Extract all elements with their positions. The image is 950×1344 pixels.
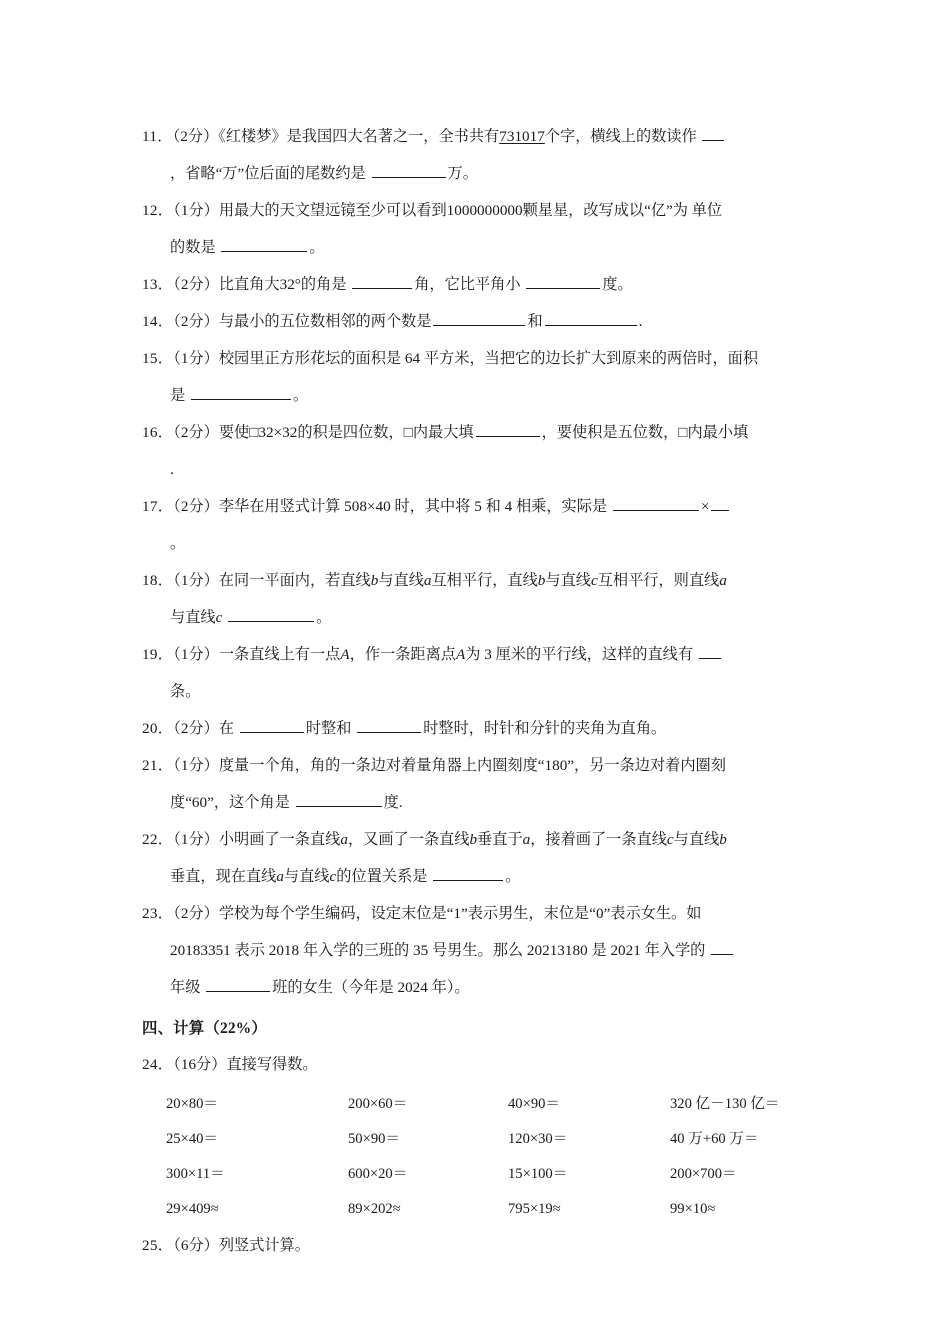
- question-11-line-2: [142, 155, 810, 192]
- question-14: [142, 303, 810, 340]
- question-23-number: 23．: [142, 905, 174, 922]
- question-17-text-b: ×: [700, 498, 710, 515]
- question-15-line-2: [142, 377, 810, 414]
- question-22-var-c1: c: [666, 831, 674, 848]
- table-row: [142, 1157, 810, 1192]
- question-23-score: （2分）: [173, 905, 219, 922]
- question-19-text-b: ，作一条距离点: [349, 646, 456, 663]
- question-22-text-c: 垂直于: [477, 831, 523, 848]
- question-18-number: 18．: [142, 572, 174, 589]
- question-12-line-2: [142, 229, 810, 266]
- question-22-text-i: 。: [505, 868, 521, 885]
- mental-math-grid: [142, 1087, 810, 1227]
- question-17-line-2: [142, 525, 810, 562]
- question-14-text-c: .: [638, 313, 643, 330]
- question-20: [142, 710, 810, 747]
- question-13-answer-blank-1[interactable]: [352, 274, 412, 289]
- question-15-text-a: 校园里正方形花坛的面积是 64 平方米，当把它的边长扩大到原来的两倍时，面积: [218, 350, 758, 367]
- question-25-number: 25．: [142, 1237, 174, 1254]
- question-22-text-f: 垂直，现在直线: [170, 868, 277, 885]
- question-22-answer-blank-1[interactable]: [433, 866, 503, 881]
- calc-cell[interactable]: 300×11＝: [166, 1166, 225, 1182]
- question-14-number: 14．: [142, 313, 174, 330]
- question-18-text-c: 互相平行，直线: [431, 572, 538, 589]
- question-11-text-c: ，省略“万”位后面的尾数约是: [170, 165, 366, 182]
- question-18-answer-blank-1[interactable]: [228, 607, 314, 622]
- calc-cell[interactable]: 25×40＝: [166, 1131, 219, 1147]
- section-heading-calculation: 四、计算（22%）: [142, 1020, 267, 1037]
- question-18-var-b2: b: [537, 572, 546, 589]
- question-22: [142, 821, 810, 895]
- calc-cell[interactable]: 20×80＝: [166, 1096, 219, 1112]
- question-22-var-c2: c: [329, 868, 337, 885]
- question-21-score: （1分）: [173, 757, 219, 774]
- question-20-text-c: 时整时，时针和分针的夹角为直角。: [423, 720, 667, 737]
- question-23-text-b: 20183351 表示 2018 年入学的三班的 35 号男生。那么 20213180 是 2021 年入学的: [170, 942, 706, 959]
- question-18-text-f: 与直线: [170, 609, 216, 626]
- question-19: [142, 636, 810, 710]
- question-19-var-A2: A: [455, 646, 466, 663]
- question-13-score: （2分）: [173, 276, 219, 293]
- question-13-text-a: 比直角大32°的角是: [218, 276, 347, 293]
- question-20-score: （2分）: [173, 720, 219, 737]
- question-23-answer-blank-2[interactable]: [206, 977, 270, 992]
- table-row: [142, 1122, 810, 1157]
- question-18-text-b: 与直线: [378, 572, 424, 589]
- question-21-text-c: 度.: [383, 794, 403, 811]
- question-18-text-a: 在同一平面内，若直线: [218, 572, 371, 589]
- question-16-text-c: .: [170, 461, 174, 478]
- question-22-text-h: 的位置关系是: [336, 868, 428, 885]
- question-22-var-a1: a: [340, 831, 348, 848]
- question-22-score: （1分）: [173, 831, 219, 848]
- question-19-var-A1: A: [340, 646, 350, 663]
- question-25-score: （6分）: [173, 1237, 219, 1254]
- question-12-text-b: 的数是: [170, 239, 216, 256]
- question-19-text-c: 为 3 厘米的平行线，这样的直线有: [465, 646, 694, 663]
- question-25-prompt: 列竖式计算。: [218, 1237, 310, 1254]
- question-16-text-b: ，要使积是五位数，□内最小填: [541, 424, 749, 441]
- question-23-text-c: 年级: [170, 979, 201, 996]
- question-23-line-3: [142, 969, 810, 1006]
- question-15-score: （1分）: [173, 350, 219, 367]
- question-23-text-a: 学校为每个学生编码，设定末位是“1”表示男生，末位是“0”表示女生。如: [218, 905, 702, 922]
- calc-cell[interactable]: 200×60＝: [348, 1096, 408, 1112]
- question-20-number: 20．: [142, 720, 174, 737]
- question-21-text-b: 度“60”，这个角是: [170, 794, 290, 811]
- question-21-answer-blank-1[interactable]: [296, 792, 382, 807]
- question-21-text-a: 度量一个角，角的一条边对着量角器上内圈刻度“180”，另一条边对着内圈刻: [218, 757, 726, 774]
- question-13-text-c: 度。: [602, 276, 633, 293]
- question-23: [142, 895, 810, 1006]
- table-row: [142, 1087, 810, 1122]
- question-17-answer-blank-2[interactable]: [711, 496, 729, 511]
- question-19-answer-blank-1[interactable]: [699, 644, 721, 659]
- question-12-text-c: 。: [309, 239, 325, 256]
- question-18-var-b1: b: [370, 572, 379, 589]
- question-16-line-2: [142, 451, 810, 488]
- question-16-number: 16．: [142, 424, 174, 441]
- question-11-answer-blank-2[interactable]: [372, 163, 446, 178]
- question-18-score: （1分）: [173, 572, 219, 589]
- calc-cell[interactable]: 600×20＝: [348, 1166, 408, 1182]
- question-12: [142, 192, 810, 266]
- question-18-var-a2: a: [719, 572, 727, 589]
- question-20-answer-blank-2[interactable]: [357, 718, 421, 733]
- question-16: [142, 414, 810, 488]
- question-20-text-b: 时整和: [305, 720, 352, 737]
- question-17-score: （2分）: [173, 498, 219, 515]
- calc-cell[interactable]: 795×19≈: [508, 1201, 561, 1217]
- question-12-score: （1分）: [173, 202, 219, 219]
- calc-cell[interactable]: 99×10≈: [670, 1201, 716, 1217]
- question-15-number: 15．: [142, 350, 174, 367]
- question-21-line-2: [142, 784, 810, 821]
- calc-cell[interactable]: 120×30＝: [508, 1131, 568, 1147]
- question-20-answer-blank-1[interactable]: [240, 718, 304, 733]
- question-22-text-a: 小明画了一条直线: [218, 831, 341, 848]
- question-21-number: 21．: [142, 757, 174, 774]
- question-18-text-e: 互相平行，则直线: [597, 572, 720, 589]
- calc-cell[interactable]: 50×90＝: [348, 1131, 401, 1147]
- question-24: [142, 1046, 810, 1083]
- question-11-score: （2分）: [172, 128, 219, 145]
- question-14-text-a: 与最小的五位数相邻的两个数是: [218, 313, 432, 330]
- question-22-var-b1: b: [469, 831, 478, 848]
- question-11-text-d: 万。: [447, 165, 478, 182]
- question-22-line-2: [142, 858, 810, 895]
- question-20-text-a: 在: [218, 720, 235, 737]
- calc-cell[interactable]: 200×700＝: [670, 1166, 737, 1182]
- calc-cell[interactable]: 15×100＝: [508, 1166, 568, 1182]
- question-22-text-g: 与直线: [283, 868, 330, 885]
- calc-cell[interactable]: 40 万+60 万＝: [670, 1131, 759, 1147]
- calc-cell[interactable]: 29×409≈: [166, 1201, 219, 1217]
- question-24-score: （16分）: [173, 1056, 227, 1073]
- question-24-number: 24．: [142, 1056, 174, 1073]
- question-15: [142, 340, 810, 414]
- question-14-score: （2分）: [173, 313, 219, 330]
- question-22-text-e: 与直线: [673, 831, 720, 848]
- question-18-var-a1: a: [423, 572, 432, 589]
- question-15-text-c: 。: [292, 387, 309, 404]
- question-17-number: 17．: [142, 498, 174, 515]
- question-18-text-d: 与直线: [545, 572, 591, 589]
- question-11-number: 11．: [142, 128, 173, 145]
- question-17-answer-blank-1[interactable]: [613, 496, 699, 511]
- question-11-text-b: 个字，横线上的数读作: [544, 128, 697, 145]
- question-22-text-b: ，又画了一条直线: [347, 831, 470, 848]
- question-21: [142, 747, 810, 821]
- question-15-answer-blank-1[interactable]: [191, 385, 291, 400]
- question-12-answer-blank-1[interactable]: [221, 237, 307, 252]
- question-13-answer-blank-2[interactable]: [526, 274, 600, 289]
- question-23-text-d: 班的女生（今年是 2024 年）。: [272, 979, 470, 996]
- question-19-score: （1分）: [173, 646, 219, 663]
- question-12-number: 12．: [142, 202, 174, 219]
- question-14-answer-blank-2[interactable]: [545, 311, 637, 326]
- question-11-underlined-number: 731017: [499, 128, 545, 145]
- question-22-number: 22．: [142, 831, 174, 848]
- question-23-answer-blank-1[interactable]: [711, 940, 733, 955]
- question-22-var-b2: b: [719, 831, 727, 848]
- question-15-text-b: 是: [170, 387, 186, 404]
- question-11-text-a: 《红楼梦》是我国四大名著之一，全书共有: [218, 128, 500, 145]
- question-25: [142, 1227, 810, 1264]
- question-18-text-g: 。: [316, 609, 332, 626]
- question-22-var-a3: a: [276, 868, 284, 885]
- question-19-number: 19．: [142, 646, 174, 663]
- question-14-text-b: 和: [527, 313, 543, 330]
- question-24-prompt: 直接写得数。: [226, 1056, 318, 1073]
- question-14-answer-blank-1[interactable]: [433, 311, 525, 326]
- question-19-line-2: [142, 673, 810, 710]
- question-17-text-a: 李华在用竖式计算 508×40 时，其中将 5 和 4 相乘，实际是: [218, 498, 608, 515]
- calc-cell[interactable]: 89×202≈: [348, 1201, 401, 1217]
- question-16-score: （2分）: [173, 424, 219, 441]
- question-13-number: 13．: [142, 276, 174, 293]
- question-19-text-d: 条。: [170, 683, 201, 700]
- question-13-text-b: 角，它比平角小: [414, 276, 521, 293]
- calc-cell[interactable]: 320 亿－130 亿＝: [670, 1096, 780, 1112]
- question-16-answer-blank-1[interactable]: [476, 422, 540, 437]
- question-18-line-2: [142, 599, 810, 636]
- calc-cell[interactable]: 40×90＝: [508, 1096, 561, 1112]
- question-18-var-c1: c: [590, 572, 598, 589]
- table-row: [142, 1192, 810, 1227]
- question-23-line-2: [142, 932, 810, 969]
- question-19-text-a: 一条直线上有一点: [218, 646, 341, 663]
- question-13: [142, 266, 810, 303]
- question-17-text-c: 。: [170, 535, 186, 552]
- question-11-answer-blank-1[interactable]: [702, 126, 724, 141]
- question-11: [142, 118, 810, 192]
- question-22-text-d: ，接着画了一条直线: [530, 831, 667, 848]
- question-22-var-a2: a: [522, 831, 531, 848]
- question-17: [142, 488, 810, 562]
- question-18-var-c2: c: [215, 609, 223, 626]
- question-12-text-a: 用最大的天文望远镜至少可以看到1000000000颗星星，改写成以“亿”为 单位: [218, 202, 723, 219]
- question-18: [142, 562, 810, 636]
- question-16-text-a: 要使□32×32的积是四位数，□内最大填: [218, 424, 474, 441]
